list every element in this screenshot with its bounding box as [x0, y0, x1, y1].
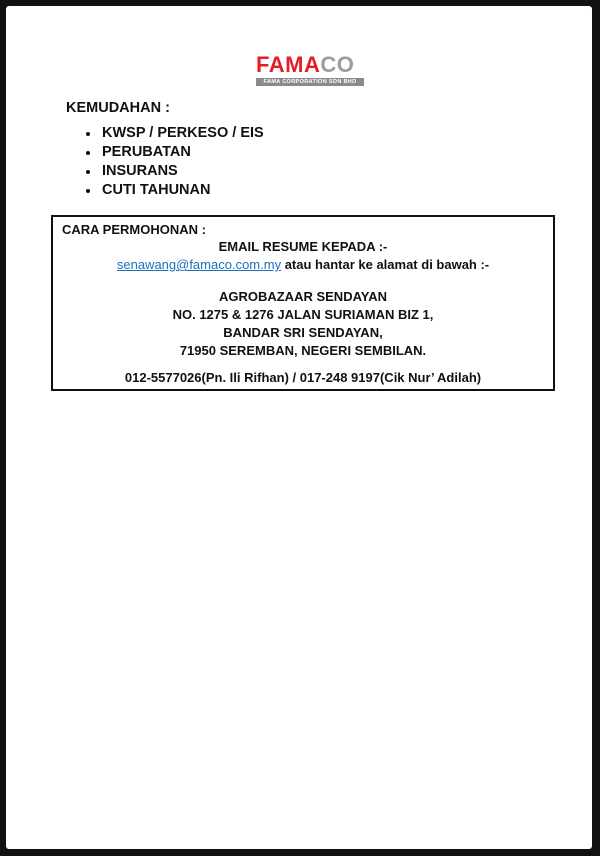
benefit-item-label: PERUBATAN [102, 144, 191, 160]
logo-subtitle: FAMA CORPORATION SDN BHD [256, 78, 364, 86]
address-line-3: BANDAR SRI SENDAYAN, [223, 325, 383, 340]
logo-wordmark [256, 53, 371, 77]
logo-wordmark-grey: CO [320, 52, 355, 77]
benefit-item [86, 181, 264, 200]
bullet-icon [86, 170, 90, 174]
address-line-2: NO. 1275 & 1276 JALAN SURIAMAN BIZ 1, [172, 307, 434, 322]
email-link[interactable]: senawang@famaco.com.my [116, 257, 282, 272]
bullet-icon [86, 189, 90, 193]
bullet-icon [86, 151, 90, 155]
benefit-item-label: KWSP / PERKESO / EIS [102, 125, 264, 141]
benefits-list [86, 124, 264, 200]
benefit-item-label: INSURANS [102, 163, 178, 179]
address-line-1: AGROBAZAAR SENDAYAN [218, 289, 388, 304]
famaco-logo [256, 53, 371, 91]
application-title: CARA PERMOHONAN : [62, 222, 206, 237]
benefit-item-label: CUTI TAHUNAN [102, 182, 211, 198]
benefit-item [86, 143, 264, 162]
benefit-item [86, 124, 264, 143]
email-suffix: atau hantar ke alamat di bawah :- [281, 257, 490, 272]
application-box [51, 215, 555, 391]
contact-line: 012-5577026(Pn. Ili Rifhan) / 017-248 9197(Cik Nur’ Adilah) [124, 370, 482, 385]
benefit-item [86, 162, 264, 181]
bullet-icon [86, 132, 90, 136]
email-line [53, 257, 553, 272]
logo-wordmark-red: FAMA [256, 52, 321, 77]
address-line-4: 71950 SEREMBAN, NEGERI SEMBILAN. [179, 343, 427, 358]
benefits-title: KEMUDAHAN : [66, 100, 170, 116]
document-page [6, 6, 592, 849]
email-instruction: EMAIL RESUME KEPADA :- [218, 239, 388, 254]
